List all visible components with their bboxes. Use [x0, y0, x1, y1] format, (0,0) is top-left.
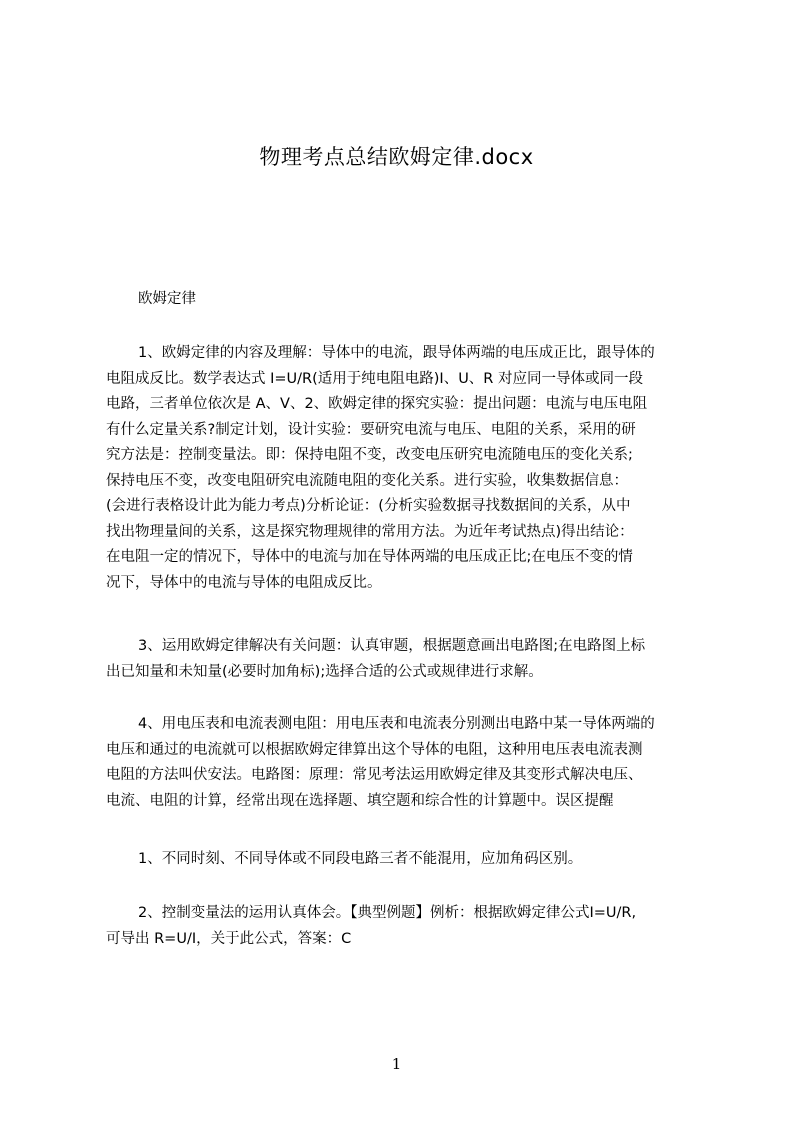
paragraph-line: 出已知量和未知量(必要时加角标);选择合适的公式或规律进行求解。 — [106, 663, 543, 680]
paragraph-line: 电路，三者单位依次是 A、V、2、欧姆定律的探究实验：提出问题：电流与电压电阻 — [106, 396, 648, 412]
paragraph-apply-ohms-law — [106, 634, 710, 685]
paragraph-line: 3、运用欧姆定律解决有关问题：认真审题，根据题意画出电路图;在电路图上标 — [138, 638, 646, 654]
paragraph-misconception-1 — [106, 847, 710, 873]
paragraph-misconception-2 — [106, 901, 710, 952]
paragraph-line: 保持电压不变，改变电阻研究电流随电阻的变化关系。进行实验，收集数据信息： — [106, 472, 628, 489]
paragraph-line: 找出物理量间的关系，这是探究物理规律的常用方法。为近年考试热点)得出结论： — [106, 523, 634, 540]
paragraph-line: 电阻成反比。数学表达式 I=U/R(适用于纯电阻电路)I、U、R 对应同一导体或同一段 — [106, 370, 643, 387]
paragraph-voltammetry — [106, 712, 710, 814]
section-heading: 欧姆定律 — [138, 291, 196, 307]
paragraph-line: 可导出 R=U/I，关于此公式，答案：C — [106, 930, 352, 947]
paragraph-line: 况下，导体中的电流与导体的电阻成反比。 — [106, 574, 382, 591]
paragraph-line: 电压和通过的电流就可以根据欧姆定律算出这个导体的电阻，这种用电压表电流表测 — [106, 741, 643, 758]
paragraph-line: 有什么定量关系?制定计划，设计实验：要研究电流与电压、电阻的关系，采用的研 — [106, 421, 636, 438]
page-number: 1 — [391, 1055, 402, 1073]
paragraph-ohms-law-content — [106, 341, 710, 596]
paragraph-line: 4、用电压表和电流表测电阻：用电压表和电流表分别测出电路中某一导体两端的 — [138, 716, 655, 732]
paragraph-line: 1、不同时刻、不同导体或不同段电路三者不能混用，应加角码区别。 — [138, 851, 583, 867]
paragraph-line: (会进行表格设计此为能力考点)分析论证：(分析实验数据寻找数据间的关系，从中 — [106, 498, 631, 514]
paragraph-line: 在电阻一定的情况下，导体中的电流与加在导体两端的电压成正比;在电压不变的情 — [106, 549, 633, 565]
paragraph-line: 究方法是：控制变量法。即：保持电阻不变，改变电压研究电流随电压的变化关系; — [106, 447, 633, 463]
paragraph-line: 1、欧姆定律的内容及理解：导体中的电流，跟导体两端的电压成正比，跟导体的 — [138, 345, 655, 361]
paragraph-line: 2、控制变量法的运用认真体会。【典型例题】例析：根据欧姆定律公式I=U/R, — [138, 905, 637, 921]
paragraph-line: 电阻的方法叫伏安法。电路图：原理：常见考法运用欧姆定律及其变形式解决电压、 — [106, 767, 643, 783]
document-title: 物理考点总结欧姆定律.docx — [259, 145, 534, 169]
paragraph-line: 电流、电阻的计算，经常出现在选择题、填空题和综合性的计算题中。误区提醒 — [106, 792, 614, 809]
